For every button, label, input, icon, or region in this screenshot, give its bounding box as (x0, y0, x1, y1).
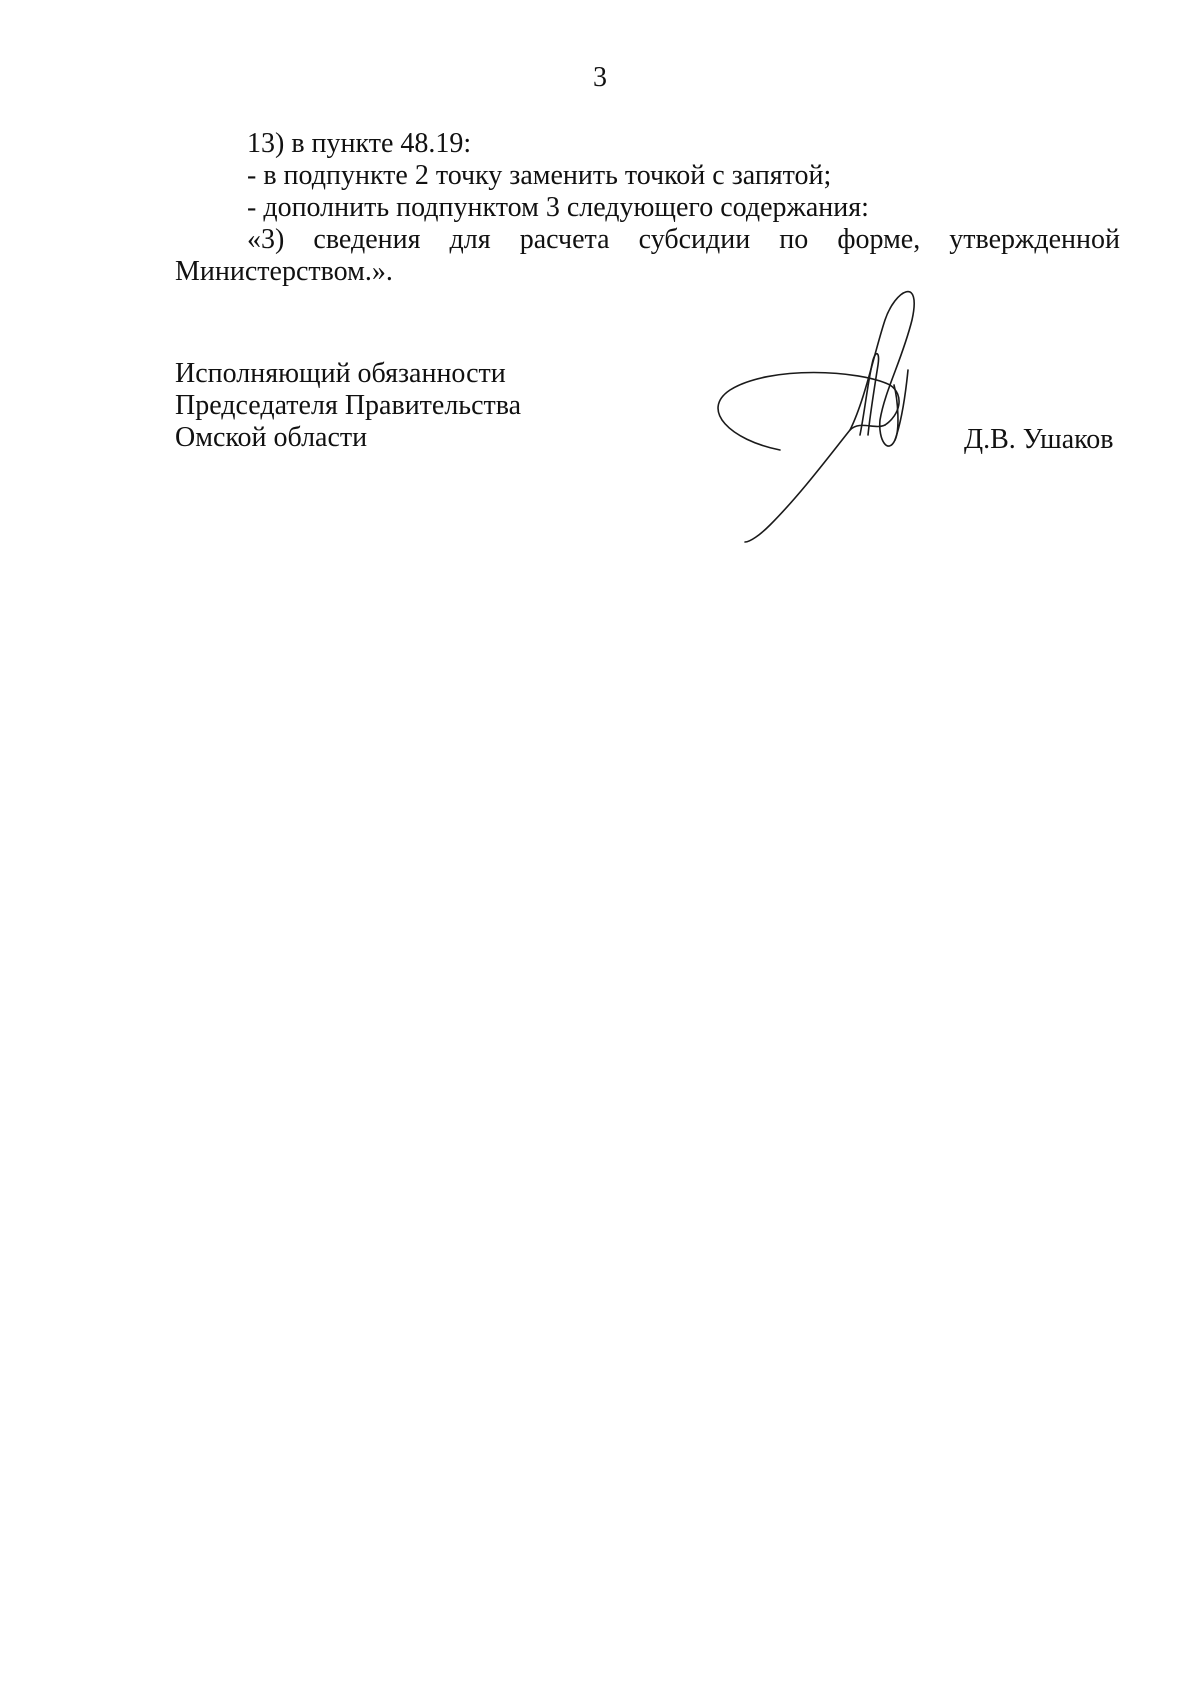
paragraph-quoted-text: «3) сведения для расчета субсидии по форме, утвержденной Министерством.». (175, 224, 1120, 287)
paragraph-subitem-3: - дополнить подпунктом 3 следующего содержания: (247, 192, 869, 223)
paragraph-item-13: 13) в пункте 48.19: (247, 128, 472, 159)
signatory-title-line-3: Омской области (175, 422, 368, 453)
signatory-name: Д.В. Ушаков (964, 424, 1114, 455)
page-number: 3 (593, 62, 607, 93)
signatory-title-line-1: Исполняющий обязанности (175, 358, 506, 389)
paragraph-subitem-2: - в подпункте 2 точку заменить точкой с запятой; (247, 160, 832, 191)
signatory-title (175, 358, 521, 454)
document-body (175, 128, 1120, 288)
signatory-title-line-2: Председателя Правительства (175, 390, 522, 421)
